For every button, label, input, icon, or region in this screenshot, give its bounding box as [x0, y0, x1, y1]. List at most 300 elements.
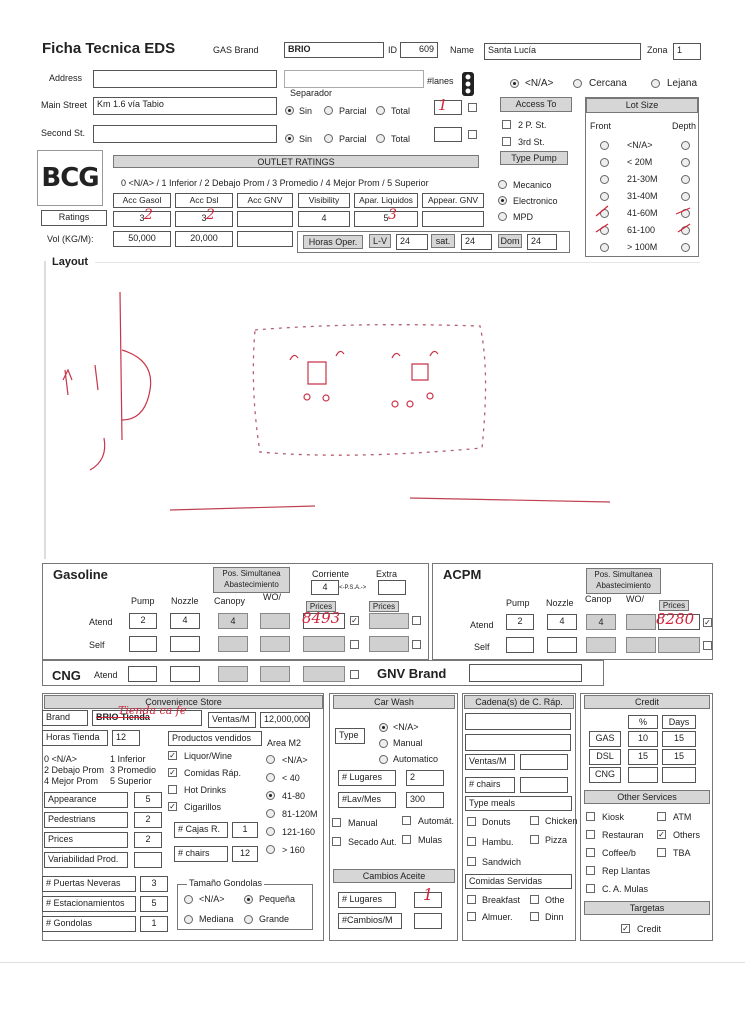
cng-price-field[interactable] — [303, 666, 345, 682]
acpm-pos-sim: Pos. Simultanea Abastecimiento — [586, 568, 661, 594]
second-street-field[interactable] — [93, 125, 277, 143]
lot-front-radio[interactable] — [600, 175, 609, 184]
store-metric-value[interactable]: 5 — [134, 792, 162, 808]
access-2pst-checkbox[interactable] — [502, 120, 511, 129]
carwash-secado-checkbox[interactable] — [332, 837, 341, 846]
service-label: Restauran — [602, 830, 644, 840]
pump-mecanico-radio[interactable] — [498, 180, 507, 189]
pump-mpd-radio[interactable] — [498, 212, 507, 221]
proximity-na-radio[interactable] — [510, 79, 519, 88]
gondolas-grande-radio[interactable] — [244, 915, 253, 924]
horas-label: Horas Oper. — [303, 235, 363, 249]
gasoline-psa: <-P.S.A.-> — [339, 585, 367, 591]
store-count-value[interactable]: 5 — [140, 896, 168, 912]
comida-dinn-checkbox[interactable] — [530, 912, 539, 921]
bcg-logo-text: BCG — [41, 163, 99, 193]
access-3rdst-checkbox[interactable] — [502, 137, 511, 146]
lv-field[interactable]: 24 — [396, 234, 428, 250]
rating-field[interactable]: 5 — [354, 211, 418, 227]
comida-othe-checkbox[interactable] — [530, 895, 539, 904]
gas-brand-field[interactable]: BRIO — [284, 42, 384, 58]
lot-size-header: Lot Size — [586, 98, 698, 113]
credit-row-days[interactable]: 15 — [662, 731, 696, 747]
meal-chicken-label: Chicken — [545, 816, 578, 826]
cng-checkbox[interactable] — [350, 670, 359, 679]
carwash-automatico-radio[interactable] — [379, 755, 388, 764]
access-3rdst-label: 3rd St. — [518, 137, 545, 147]
area-radio[interactable] — [266, 791, 275, 800]
cng-wo-field[interactable] — [260, 666, 290, 682]
bcg-logo — [37, 150, 103, 206]
access-header: Access To — [500, 97, 572, 112]
store-cajas-field[interactable]: 1 — [232, 822, 258, 838]
store-count-value[interactable]: 1 — [140, 916, 168, 932]
credit-days-header: Days — [662, 715, 696, 729]
product-label: Liquor/Wine — [184, 751, 233, 761]
product-checkbox[interactable] — [168, 785, 177, 794]
store-ventas-label: Ventas/M — [208, 712, 256, 728]
separador-parcial-radio[interactable] — [324, 106, 333, 115]
gasoline-self-nozzle[interactable] — [170, 636, 200, 652]
gasoline-corriente-label: Corriente — [312, 569, 350, 579]
product-checkbox[interactable]: ✓ — [169, 802, 176, 811]
service-label: Kiosk — [602, 812, 625, 822]
acpm-atend-checkbox[interactable]: ✓ — [704, 618, 711, 627]
meal-hambu-checkbox[interactable] — [467, 837, 476, 846]
gasoline-self-pump[interactable] — [129, 636, 157, 652]
carwash-type-label: Type — [335, 728, 365, 744]
credit-row-days[interactable]: 15 — [662, 749, 696, 765]
carwash-mulas-checkbox[interactable] — [402, 835, 411, 844]
aceite-cambios-label: #Cambios/M — [338, 913, 402, 929]
carwash-automatico-label: Automatico — [393, 754, 439, 764]
service-label: Coffee/b — [602, 848, 636, 858]
pump-electronico-label: Electronico — [513, 196, 558, 206]
area-label: > 160 — [282, 845, 305, 855]
gasoline-atend-pump[interactable]: 2 — [129, 613, 157, 629]
rating-handwritten: 2 — [144, 207, 153, 223]
gondolas-title: Tamaño Gondolas — [189, 878, 263, 888]
lot-size-option: > 100M — [627, 242, 658, 252]
gasoline-atend-wo[interactable] — [260, 613, 290, 629]
separador-sin-radio[interactable] — [285, 106, 294, 115]
lot-depth-radio[interactable] — [681, 141, 690, 150]
store-scale-1: 0 <N/A> — [44, 754, 78, 764]
second-sin-radio[interactable] — [285, 134, 294, 143]
gasoline-self-canopy[interactable] — [218, 636, 248, 652]
lot-size-option: 61-100 — [627, 225, 656, 235]
name-field[interactable]: Santa Lucía — [484, 43, 641, 60]
cadena-ventas-field[interactable] — [520, 754, 568, 770]
dom-label: Dom — [498, 234, 522, 248]
service-checkbox[interactable] — [586, 866, 595, 875]
acpm-prices-label: Prices — [659, 600, 689, 611]
rating-field[interactable]: 4 — [298, 211, 350, 227]
carwash-na-radio[interactable] — [379, 723, 388, 732]
gasoline-extra-checkbox[interactable] — [412, 616, 421, 625]
proximity-lejana-radio[interactable] — [651, 79, 660, 88]
acpm-self-price[interactable] — [658, 637, 700, 653]
second-total-label: Total — [391, 134, 411, 144]
credit-row-pct[interactable] — [628, 767, 658, 783]
lot-front-label: Front — [590, 121, 612, 131]
second-lanes-checkbox[interactable] — [468, 130, 477, 139]
vol-gasol-field[interactable]: 50,000 — [113, 231, 171, 247]
acpm-price-handwritten: 8280 — [656, 610, 695, 628]
lot-size-handwritten-marks — [590, 200, 700, 240]
gasoline-title: Gasoline — [53, 567, 108, 582]
store-metric-value[interactable] — [134, 852, 162, 868]
carwash-manual-radio[interactable] — [379, 739, 388, 748]
credit-row-label: GAS — [589, 731, 621, 747]
area-radio[interactable] — [266, 809, 275, 818]
lot-depth-radio[interactable] — [681, 175, 690, 184]
cng-canopy-field[interactable] — [218, 666, 248, 682]
gasoline-corriente-checkbox[interactable]: ✓ — [351, 616, 358, 625]
acpm-atend-label: Atend — [470, 620, 494, 630]
gasoline-prices-label-2: Prices — [369, 601, 399, 612]
meal-sandwich-label: Sandwich — [482, 857, 522, 867]
carwash-automat-checkbox[interactable] — [402, 816, 411, 825]
address-field[interactable] — [93, 70, 277, 88]
acpm-title: ACPM — [443, 567, 482, 582]
meal-chicken-checkbox[interactable] — [530, 816, 539, 825]
outlet-scale: 0 <N/A> / 1 Inferior / 2 Debajo Prom / 3 Promedio / 4 Mejor Prom / 5 Superior — [121, 178, 429, 188]
acpm-self-label: Self — [474, 642, 490, 652]
area-radio[interactable] — [266, 827, 275, 836]
cadena-type-meals-label: Type meals — [465, 796, 572, 811]
other-services-header: Other Services — [584, 790, 710, 804]
acpm-self-canopy[interactable] — [586, 637, 616, 653]
gasoline-extra-field[interactable] — [378, 580, 406, 595]
gasoline-atend-nozzle[interactable]: 4 — [170, 613, 200, 629]
outlet-col-header: Acc Dsl — [175, 193, 233, 208]
service-label: ATM — [673, 812, 692, 822]
area-radio[interactable] — [266, 845, 275, 854]
gasoline-atend-label: Atend — [89, 617, 113, 627]
proximity-lejana-label: Lejana — [667, 78, 698, 89]
store-count-label: # Estacionamientos — [42, 896, 136, 912]
credit-row-label: DSL — [589, 749, 621, 765]
store-metric-value[interactable]: 2 — [134, 812, 162, 828]
layout-top-line — [95, 262, 700, 263]
credit-row-pct[interactable]: 15 — [628, 749, 658, 765]
store-horas-label: Horas Tienda — [42, 730, 108, 746]
gasoline-wo-label: WO/ — [263, 592, 281, 602]
cng-pump-field[interactable] — [128, 666, 157, 682]
id-label: ID — [388, 45, 397, 55]
layout-label: Layout — [52, 256, 89, 268]
carwash-lav-field[interactable]: 300 — [406, 792, 444, 808]
gasoline-self-price[interactable] — [303, 636, 345, 652]
gasoline-price-handwritten: 8493 — [302, 609, 341, 627]
store-count-label: # Puertas Neveras — [42, 876, 136, 892]
lot-size-option: 31-40M — [627, 191, 658, 201]
store-horas-field[interactable]: 12 — [112, 730, 140, 746]
gasoline-atend-canopy[interactable]: 4 — [218, 613, 248, 629]
credit-row-pct[interactable]: 10 — [628, 731, 658, 747]
store-count-value[interactable]: 3 — [140, 876, 168, 892]
acpm-atend-nozzle[interactable]: 4 — [547, 614, 577, 630]
acpm-atend-pump[interactable]: 2 — [506, 614, 534, 630]
lot-front-radio[interactable] — [600, 141, 609, 150]
outlet-col-header: Apar. Liquidos — [354, 193, 418, 208]
carwash-manual-checkbox[interactable] — [332, 818, 341, 827]
proximity-cercana-radio[interactable] — [573, 79, 582, 88]
layout-sketch — [50, 270, 700, 560]
lot-size-option: 41-60M — [627, 208, 658, 218]
type-pump-header: Type Pump — [500, 151, 568, 165]
product-label: Cigarillos — [184, 802, 222, 812]
acpm-wo-label: WO/ — [626, 594, 644, 604]
acpm-atend-canopy[interactable]: 4 — [586, 614, 616, 630]
cadena-field-1[interactable] — [465, 713, 571, 730]
product-label: Comidas Ráp. — [184, 768, 242, 778]
rating-handwritten: 3 — [388, 207, 397, 223]
service-checkbox[interactable] — [586, 830, 595, 839]
lanes-handwritten: 1 — [438, 96, 448, 114]
gnv-brand-field[interactable] — [469, 664, 582, 682]
lot-front-radio[interactable] — [600, 243, 609, 252]
store-cajas-label: # Cajas R. — [174, 822, 228, 838]
gasoline-pump-label: Pump — [131, 596, 155, 606]
meal-pizza-label: Pizza — [545, 835, 568, 845]
gasoline-pos-sim: Pos. Simultanea Abastecimiento — [213, 567, 290, 593]
service-checkbox[interactable] — [586, 812, 595, 821]
meal-pizza-checkbox[interactable] — [530, 835, 539, 844]
service-checkbox[interactable] — [586, 848, 595, 857]
scan-bottom-line — [0, 962, 745, 963]
comida-breakfast-label: Breakfast — [482, 895, 521, 905]
gasoline-extra-price[interactable] — [369, 613, 409, 629]
second-lanes-field[interactable] — [434, 127, 462, 142]
id-field[interactable]: 609 — [400, 42, 438, 58]
carwash-manual-chk-label: Manual — [348, 818, 378, 828]
comida-dinn-label: Dinn — [545, 912, 564, 922]
cadena-chairs-label: # chairs — [465, 777, 515, 793]
gondolas-pequena-radio[interactable] — [244, 895, 253, 904]
vol-dsl-field[interactable]: 20,000 — [175, 231, 233, 247]
comida-almuer-checkbox[interactable] — [467, 912, 476, 921]
zona-field[interactable]: 1 — [673, 43, 701, 60]
credit-card-checkbox[interactable]: ✓ — [622, 924, 629, 933]
cadena-field-2[interactable] — [465, 734, 571, 751]
gondolas-grande-label: Grande — [259, 914, 290, 924]
acpm-atend-wo[interactable] — [626, 614, 656, 630]
store-header: Convenience Store — [44, 695, 323, 709]
carwash-automat-label: Automát. — [418, 816, 455, 826]
separador-total-radio[interactable] — [376, 106, 385, 115]
lanes-label: #lanes — [427, 76, 454, 86]
aceite-lugares-label: # Lugares — [338, 892, 396, 908]
page-title: Ficha Tecnica EDS — [42, 40, 176, 57]
outlet-col-header: Acc Gasol — [113, 193, 171, 208]
outlet-col-header: Acc GNV — [237, 193, 293, 208]
store-productos-label: Productos vendidos — [168, 731, 262, 746]
cadena-chairs-field[interactable] — [520, 777, 568, 793]
service-label: C. A. Mulas — [602, 884, 649, 894]
acpm-self-nozzle[interactable] — [547, 637, 577, 653]
gondolas-na-label: <N/A> — [199, 894, 225, 904]
store-metric-label: Variabilidad Prod. — [44, 852, 128, 868]
name-label: Name — [450, 45, 475, 55]
traffic-light-icon — [462, 72, 474, 96]
store-count-label: # Gondolas — [42, 916, 136, 932]
lv-label: L-V — [369, 234, 391, 248]
store-chairs-label: # chairs — [174, 846, 228, 862]
lot-front-radio[interactable] — [600, 158, 609, 167]
sat-label: sat. — [431, 234, 455, 248]
service-label: Others — [673, 830, 701, 840]
store-scale-3: 2 Debajo Prom — [44, 765, 105, 775]
address-label: Address — [49, 73, 83, 83]
gasoline-self-wo[interactable] — [260, 636, 290, 652]
acpm-self-wo[interactable] — [626, 637, 656, 653]
cng-title: CNG — [52, 668, 81, 683]
product-checkbox[interactable]: ✓ — [169, 751, 176, 760]
area-radio[interactable] — [266, 755, 275, 764]
outlet-ratings-header: OUTLET RATINGS — [113, 155, 479, 168]
lot-size-option: 21-30M — [627, 174, 658, 184]
separador-label: Separador — [290, 88, 333, 98]
separador-parcial-label: Parcial — [339, 106, 367, 116]
gasoline-self-extra-price[interactable] — [369, 636, 409, 652]
carwash-header: Car Wash — [333, 695, 455, 709]
area-label: 81-120M — [282, 809, 318, 819]
rating-field[interactable] — [237, 211, 293, 227]
area-label: 121-160 — [282, 827, 316, 837]
gasoline-prices-label-1: Prices — [306, 601, 336, 612]
dom-field[interactable]: 24 — [527, 234, 557, 250]
credit-row-days[interactable] — [662, 767, 696, 783]
proximity-na-label: <N/A> — [525, 78, 554, 89]
service-checkbox[interactable] — [657, 848, 666, 857]
carwash-mulas-label: Mulas — [418, 835, 443, 845]
store-ventas-field[interactable]: 12,000,000 — [260, 712, 310, 728]
carwash-lugares-field[interactable]: 2 — [406, 770, 444, 786]
lot-depth-radio[interactable] — [681, 243, 690, 252]
comida-othe-label: Othe — [545, 895, 565, 905]
gasoline-self-label: Self — [89, 640, 105, 650]
store-scale-2: 1 Inferior — [110, 754, 146, 764]
gasoline-corriente-field[interactable]: 4 — [311, 580, 339, 595]
aceite-cambios-field[interactable] — [414, 913, 442, 929]
carwash-secado-label: Secado Aut. — [348, 837, 397, 847]
acpm-self-pump[interactable] — [506, 637, 534, 653]
store-metric-label: Appearance — [44, 792, 128, 808]
service-label: Rep Llantas — [602, 866, 651, 876]
gondolas-mediana-label: Mediana — [199, 914, 234, 924]
pump-mpd-label: MPD — [513, 212, 533, 222]
cng-nozzle-field[interactable] — [170, 666, 200, 682]
carwash-manual-label: Manual — [393, 738, 423, 748]
lot-size-option: < 20M — [627, 157, 653, 167]
store-scale-5: 4 Mejor Prom — [44, 776, 99, 786]
second-street-label: Second St. — [41, 128, 86, 138]
meal-sandwich-checkbox[interactable] — [467, 857, 476, 866]
area-label: <N/A> — [282, 755, 308, 765]
area-label: < 40 — [282, 773, 300, 783]
pump-electronico-radio[interactable] — [498, 196, 507, 205]
cng-atend-label: Atend — [94, 670, 118, 680]
lot-depth-radio[interactable] — [681, 158, 690, 167]
product-checkbox[interactable]: ✓ — [169, 768, 176, 777]
gondolas-pequena-label: Pequeña — [259, 894, 296, 904]
carwash-lav-label: #Lav/Mes — [338, 792, 396, 808]
store-brand-handwritten: Tienda ca fe — [118, 704, 187, 717]
main-street-label: Main Street — [41, 100, 88, 110]
lanes-checkbox[interactable] — [468, 103, 477, 112]
gasoline-self-checkbox-2[interactable] — [412, 640, 421, 649]
cadena-comidas-label: Comidas Servidas — [465, 874, 572, 889]
gondolas-na-radio[interactable] — [184, 895, 193, 904]
rating-field[interactable] — [422, 211, 484, 227]
service-label: TBA — [673, 848, 691, 858]
meal-donuts-label: Donuts — [482, 817, 511, 827]
rating-field[interactable]: 3 — [113, 211, 171, 227]
store-brand-field[interactable]: BRIO Tienda — [92, 710, 202, 726]
vol-label: Vol (KG/M): — [47, 234, 94, 244]
separador-total-label: Total — [391, 106, 411, 116]
vol-gnv-field[interactable] — [237, 231, 293, 247]
store-metric-label: Pedestrians — [44, 812, 128, 828]
targetas-header: Targetas — [584, 901, 710, 915]
outlet-col-header: Appear. GNV — [422, 193, 484, 208]
gasoline-self-checkbox-1[interactable] — [350, 640, 359, 649]
main-street-field[interactable]: Km 1.6 vía Tabio — [93, 97, 277, 115]
neighborhood-field[interactable] — [284, 70, 424, 88]
rating-field[interactable]: 3 — [175, 211, 233, 227]
credit-card-label: Credit — [637, 924, 662, 934]
service-checkbox[interactable] — [586, 884, 595, 893]
store-scale-6: 5 Superior — [110, 776, 152, 786]
pump-mecanico-label: Mecanico — [513, 180, 552, 190]
sat-field[interactable]: 24 — [461, 234, 492, 250]
store-metric-value[interactable]: 2 — [134, 832, 162, 848]
carwash-lugares-label: # Lugares — [338, 770, 396, 786]
credit-row-label: CNG — [589, 767, 621, 783]
gas-brand-label: GAS Brand — [213, 45, 259, 55]
meal-hambu-label: Hambu. — [482, 837, 514, 847]
service-checkbox[interactable]: ✓ — [658, 830, 665, 839]
second-parcial-radio[interactable] — [324, 134, 333, 143]
acpm-self-checkbox[interactable] — [703, 641, 712, 650]
acpm-canopy-label: Canop — [585, 594, 612, 604]
gasoline-nozzle-label: Nozzle — [171, 596, 199, 606]
acpm-nozzle-label: Nozzle — [546, 598, 574, 608]
second-total-radio[interactable] — [376, 134, 385, 143]
comida-breakfast-checkbox[interactable] — [467, 895, 476, 904]
ratings-label: Ratings — [41, 210, 107, 226]
acpm-pump-label: Pump — [506, 598, 530, 608]
aceite-lugares-handwritten: 1 — [423, 885, 434, 904]
second-sin-label: Sin — [299, 134, 313, 144]
area-radio[interactable] — [266, 773, 275, 782]
credit-header: Credit — [584, 695, 710, 709]
carwash-na-label: <N/A> — [393, 722, 419, 732]
store-scale-4: 3 Promedio — [110, 765, 157, 775]
service-checkbox[interactable] — [657, 812, 666, 821]
gasoline-canopy-label: Canopy — [214, 596, 246, 606]
zona-label: Zona — [647, 45, 668, 55]
aceite-header: Cambios Aceite — [333, 869, 455, 883]
meal-donuts-checkbox[interactable] — [467, 817, 476, 826]
lot-depth-label: Depth — [672, 121, 697, 131]
gondolas-mediana-radio[interactable] — [184, 915, 193, 924]
rating-handwritten: 2 — [206, 207, 215, 223]
store-chairs-field[interactable]: 12 — [232, 846, 258, 862]
cadena-ventas-label: Ventas/M — [465, 754, 515, 770]
